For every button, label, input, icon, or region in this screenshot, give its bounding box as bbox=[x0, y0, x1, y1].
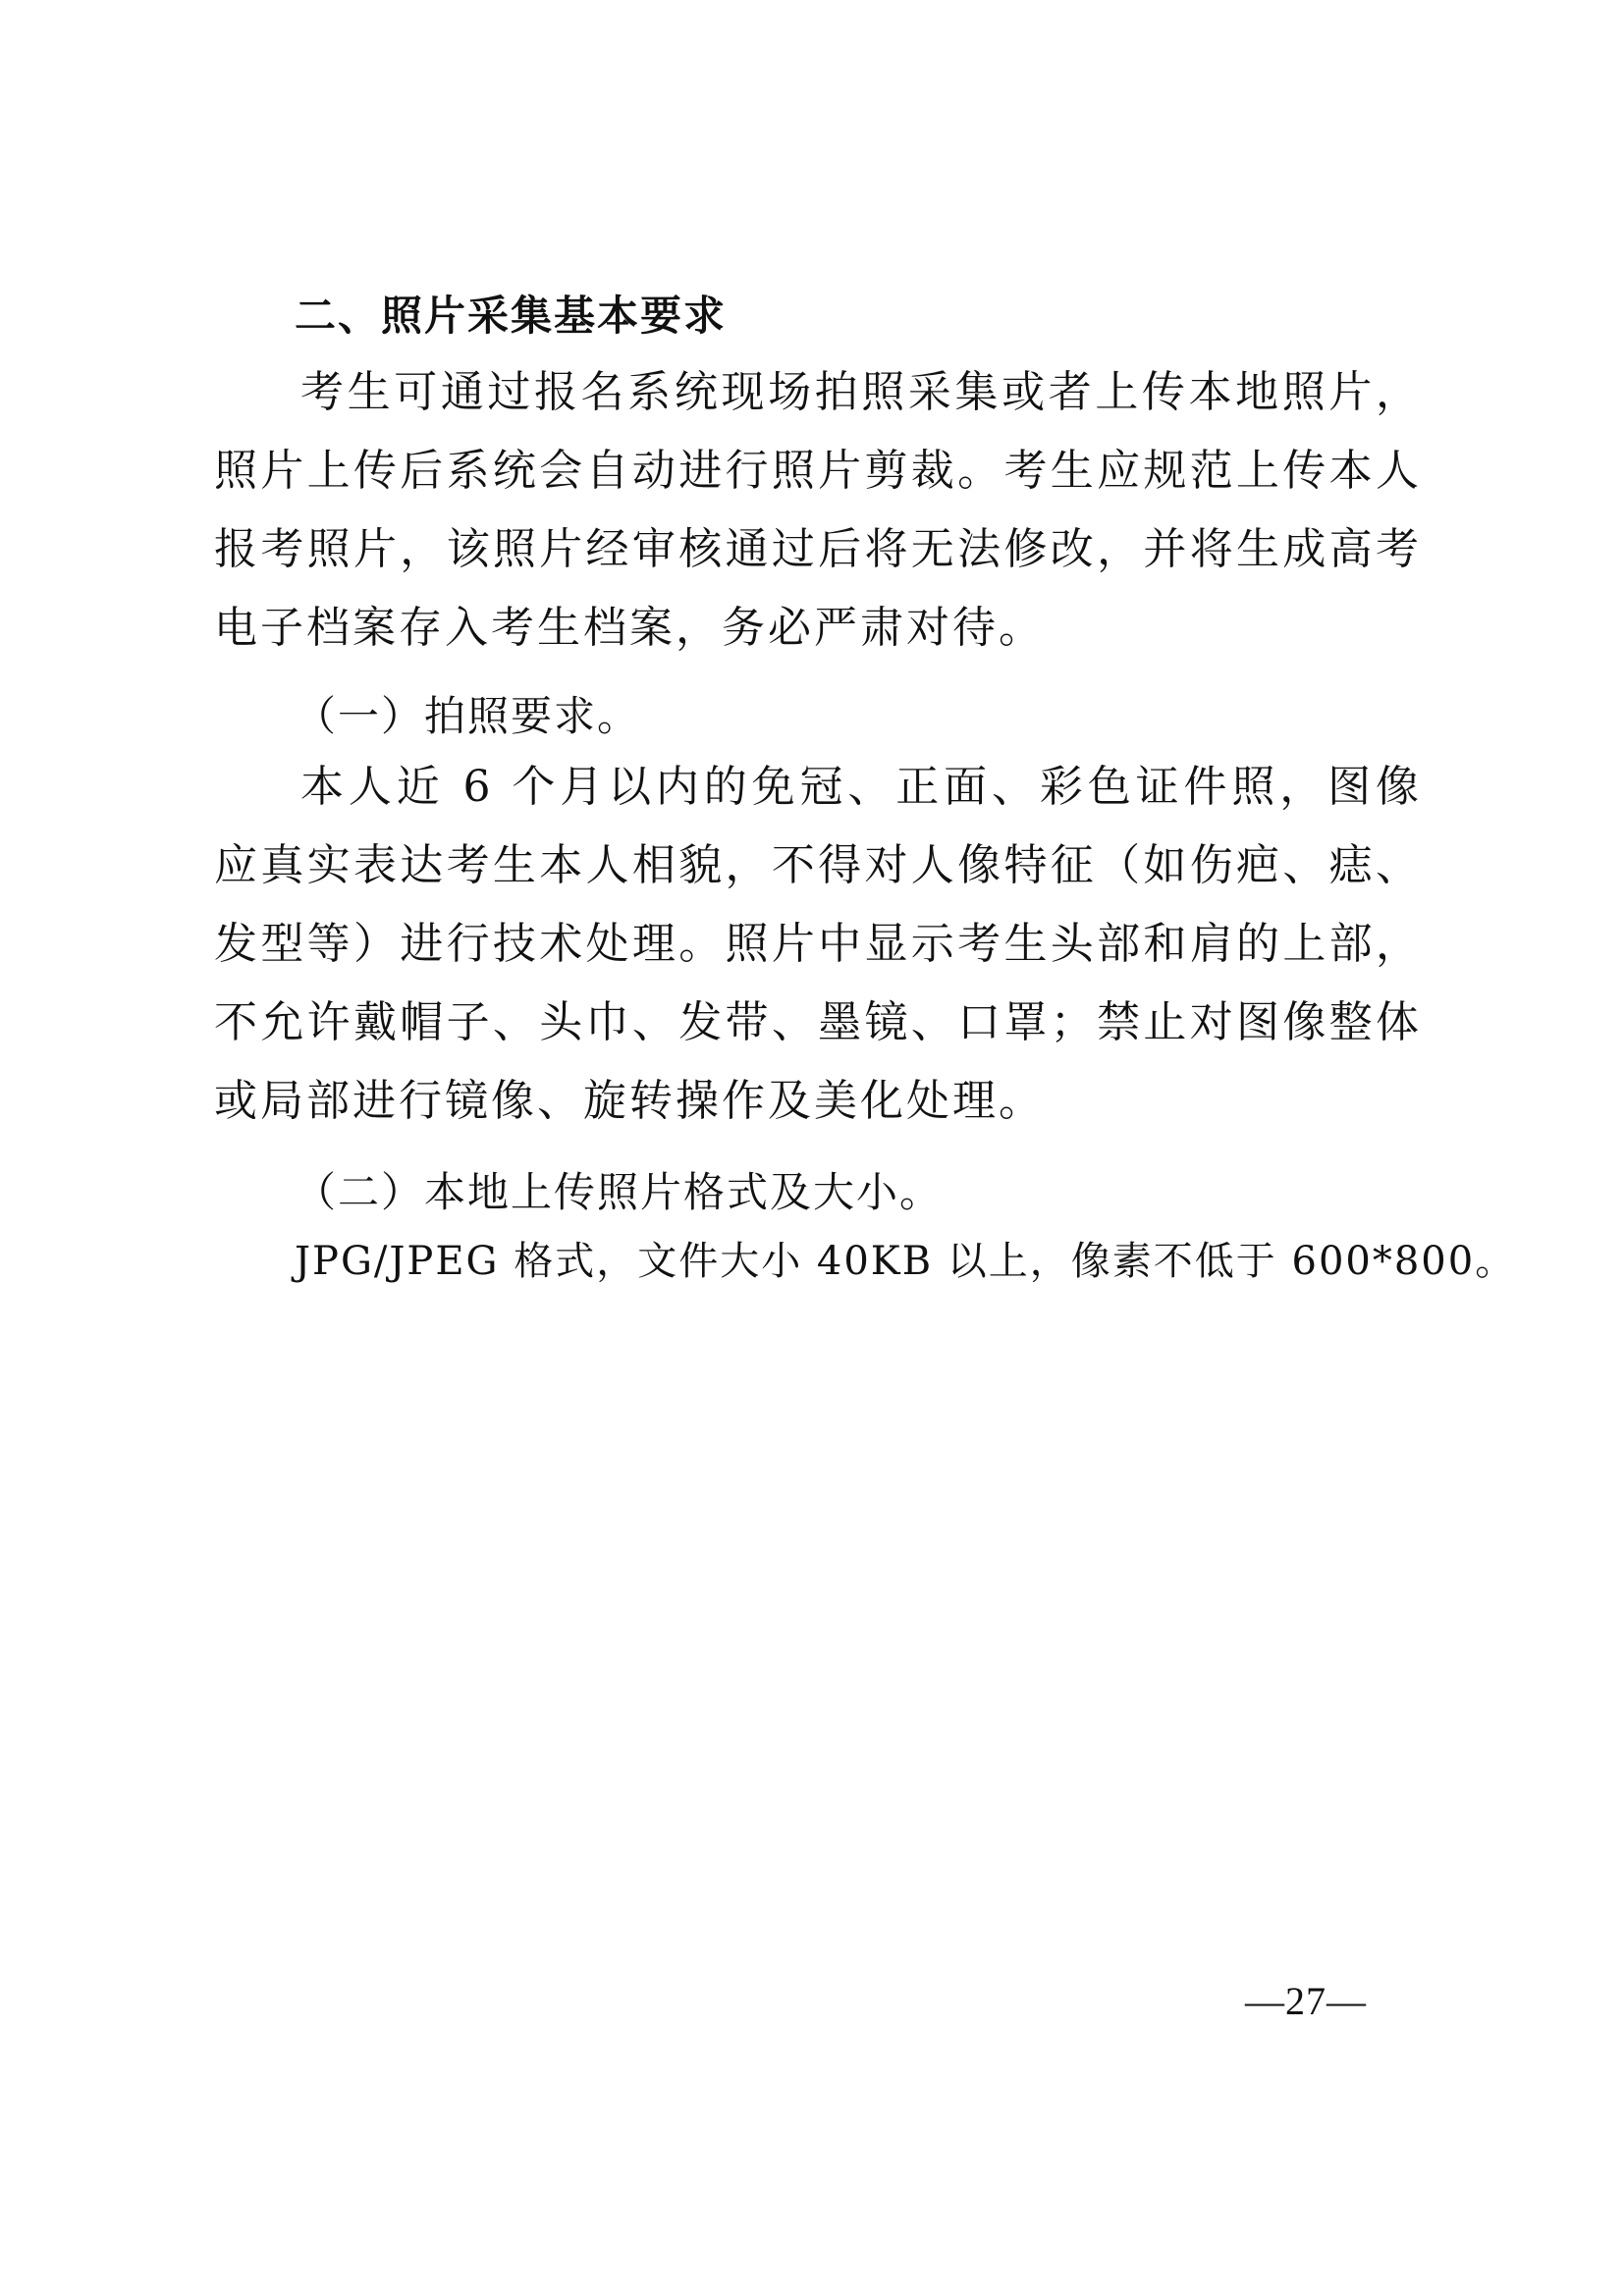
subsection-heading-photo-requirements: （一）拍照要求。 bbox=[295, 692, 641, 740]
page-number: —27— bbox=[1245, 1979, 1367, 2023]
subsection-heading-upload-format: （二）本地上传照片格式及大小。 bbox=[295, 1168, 944, 1216]
photo-requirements-paragraph: 本人近 6 个月以内的免冠、正面、彩色证件照，图像应真实表达考生本人相貌，不得对人像特征（如伤疤、痣、发型等）进行技术处理。照片中显示考生头部和肩的上部，不允许戴帽子、头巾、发带、墨镜、口罩；禁止对图像整体或局部进行镜像、旋转操作及美化处理。 bbox=[214, 762, 1422, 1126]
intro-paragraph: 考生可通过报名系统现场拍照采集或者上传本地照片，照片上传后系统会自动进行照片剪裁。考生应规范上传本人报考照片，该照片经审核通过后将无法修改，并将生成高考电子档案存入考生档案，务必严肃对待。 bbox=[214, 367, 1422, 653]
section-heading: 二、照片采集基本要求 bbox=[295, 292, 728, 340]
upload-format-paragraph: JPG/JPEG 格式，文件大小 40KB 以上，像素不低于 600*800。 bbox=[295, 1239, 1517, 1284]
